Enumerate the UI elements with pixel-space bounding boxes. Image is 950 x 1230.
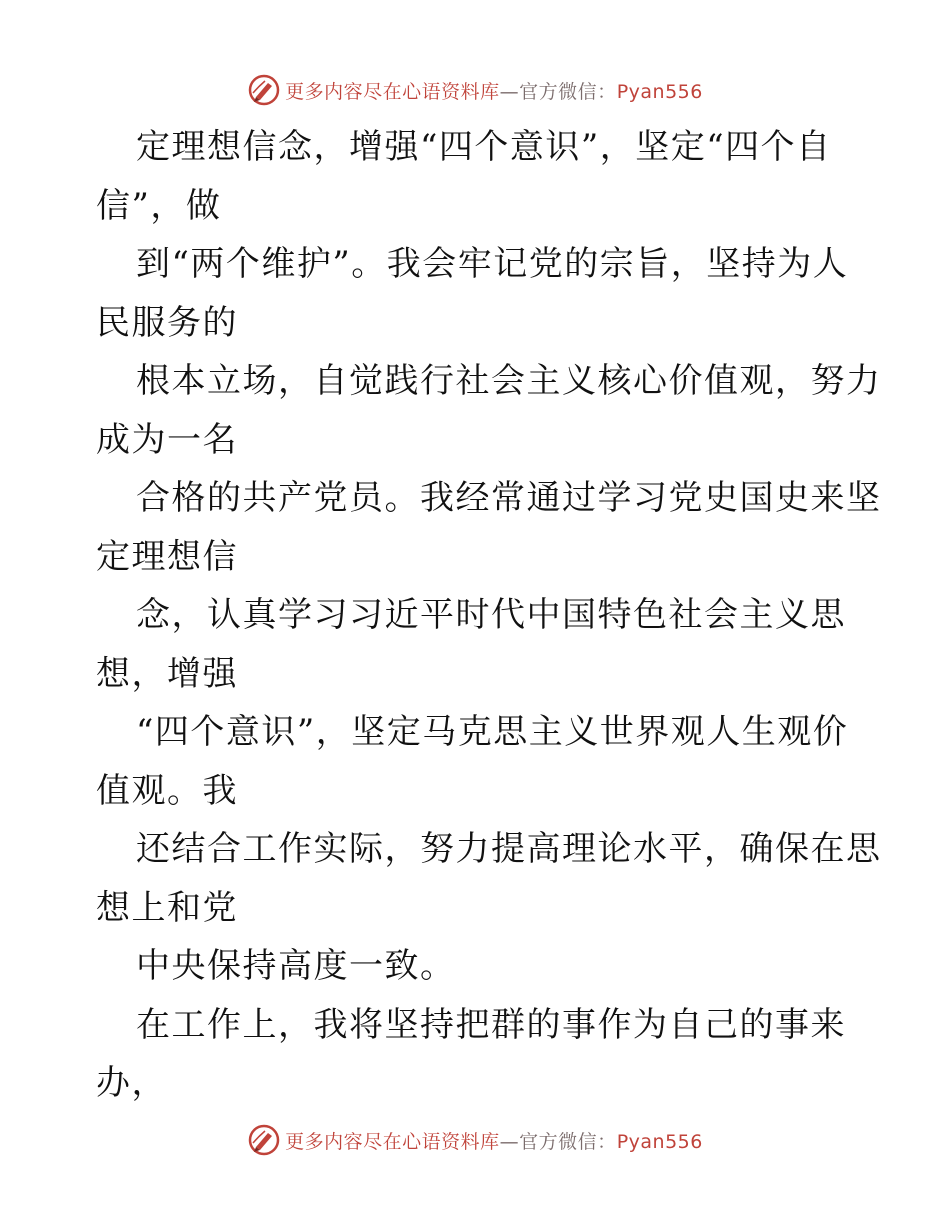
body-line: 想上和党 [96, 887, 238, 928]
body-line: 到“两个维护”。我会牢记党的宗旨，坚持为人 [136, 244, 849, 284]
watermark-wechat-label: 官方微信： [519, 1130, 617, 1153]
body-line: 念，认真学习习近平时代中国特色社会主义思 [136, 595, 846, 635]
body-line: 在工作上，我将坚持把群的事作为自己的事来 [136, 1004, 846, 1045]
watermark-account: Pyan556 [616, 1130, 703, 1153]
watermark-account: Pyan556 [616, 80, 703, 103]
body-line: 成为一名 [96, 419, 238, 460]
body-line: 想，增强 [96, 653, 238, 694]
body-line: 还结合工作实际，努力提高理论水平，确保在思 [136, 829, 882, 869]
body-line: 定理想信念，增强“四个意识”，坚定“四个自 [136, 127, 832, 167]
pen-logo-icon [247, 1123, 281, 1157]
header-watermark [0, 70, 950, 110]
footer-watermark [0, 1120, 950, 1160]
body-line: 合格的共产党员。我经常通过学习党史国史来坚 [136, 478, 882, 518]
watermark-dash: — [499, 1130, 520, 1153]
body-line: 办， [96, 1063, 167, 1103]
body-line: 信”，做 [96, 185, 222, 226]
body-line: 根本立场，自觉践行社会主义核心价值观，努力 [136, 361, 882, 401]
body-line: “四个意识”，坚定马克思主义世界观人生观价 [136, 712, 849, 752]
watermark-site-text: 更多内容尽在心语资料库 [285, 80, 500, 103]
watermark-site-text: 更多内容尽在心语资料库 [285, 1130, 500, 1153]
body-line: 值观。我 [96, 770, 238, 811]
body-line: 中央保持高度一致。 [136, 946, 456, 986]
body-line: 民服务的 [96, 302, 238, 343]
watermark-dash: — [499, 80, 520, 103]
watermark-text [285, 1127, 703, 1154]
document-body [96, 118, 882, 1113]
body-line: 定理想信 [96, 536, 238, 577]
pen-logo-icon [247, 73, 281, 107]
watermark-text [285, 77, 703, 104]
watermark-wechat-label: 官方微信： [519, 80, 617, 103]
